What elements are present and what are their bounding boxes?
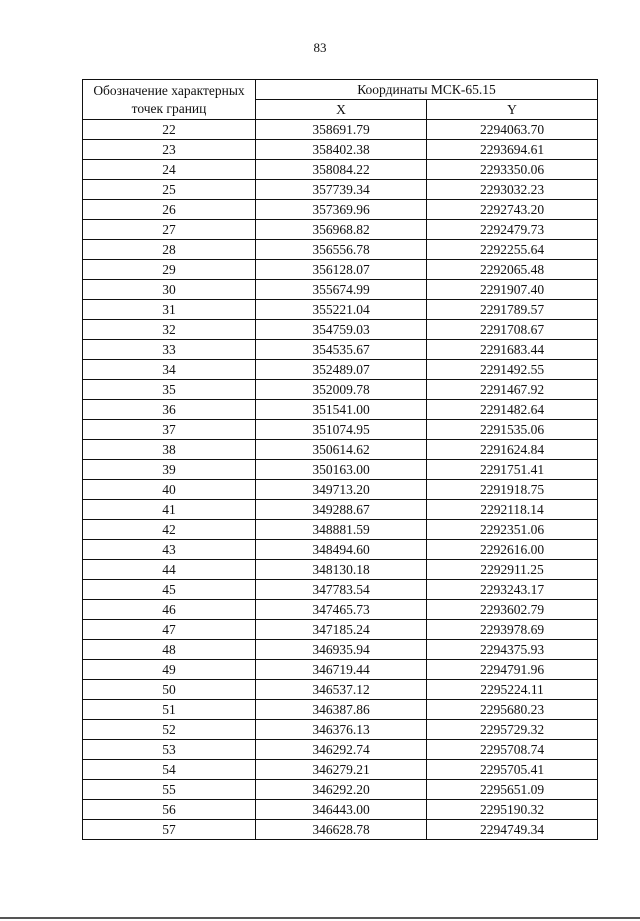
table-row <box>83 620 598 640</box>
table-row <box>83 760 598 780</box>
table-row <box>83 580 598 600</box>
table-row <box>83 340 598 360</box>
y-coordinate-cell: 2291918.75 <box>427 480 598 500</box>
y-coordinate-cell: 2293350.06 <box>427 160 598 180</box>
x-coordinate-cell: 355221.04 <box>256 300 427 320</box>
point-number-cell: 43 <box>83 540 256 560</box>
x-coordinate-cell: 354759.03 <box>256 320 427 340</box>
y-coordinate-cell: 2294375.93 <box>427 640 598 660</box>
point-number-cell: 56 <box>83 800 256 820</box>
y-coordinate-cell: 2294063.70 <box>427 120 598 140</box>
point-number-cell: 32 <box>83 320 256 340</box>
table-row <box>83 200 598 220</box>
y-coordinate-cell: 2291467.92 <box>427 380 598 400</box>
point-number-cell: 33 <box>83 340 256 360</box>
table-row <box>83 420 598 440</box>
table-row <box>83 280 598 300</box>
point-number-cell: 30 <box>83 280 256 300</box>
page-number: 83 <box>313 40 327 55</box>
x-coordinate-cell: 346628.78 <box>256 820 427 840</box>
y-coordinate-cell: 2291492.55 <box>427 360 598 380</box>
x-coordinate-cell: 355674.99 <box>256 280 427 300</box>
table-row <box>83 380 598 400</box>
y-coordinate-cell: 2292118.14 <box>427 500 598 520</box>
x-coordinate-cell: 346376.13 <box>256 720 427 740</box>
x-coordinate-cell: 356968.82 <box>256 220 427 240</box>
x-coordinate-cell: 354535.67 <box>256 340 427 360</box>
point-number-cell: 29 <box>83 260 256 280</box>
point-number-cell: 55 <box>83 780 256 800</box>
coordinates-table <box>82 79 598 840</box>
y-column-header: Y <box>427 100 598 120</box>
x-coordinate-cell: 346537.12 <box>256 680 427 700</box>
point-number-cell: 27 <box>83 220 256 240</box>
table-row <box>83 360 598 380</box>
x-coordinate-cell: 349288.67 <box>256 500 427 520</box>
y-coordinate-cell: 2292255.64 <box>427 240 598 260</box>
point-number-cell: 48 <box>83 640 256 660</box>
y-coordinate-cell: 2291624.84 <box>427 440 598 460</box>
point-number-cell: 54 <box>83 760 256 780</box>
x-coordinate-cell: 346387.86 <box>256 700 427 720</box>
table-row <box>83 540 598 560</box>
x-coordinate-cell: 348881.59 <box>256 520 427 540</box>
x-coordinate-cell: 346292.20 <box>256 780 427 800</box>
table-row <box>83 160 598 180</box>
point-number-cell: 45 <box>83 580 256 600</box>
point-number-cell: 22 <box>83 120 256 140</box>
y-coordinate-cell: 2291907.40 <box>427 280 598 300</box>
x-coordinate-cell: 351541.00 <box>256 400 427 420</box>
point-number-cell: 42 <box>83 520 256 540</box>
y-coordinate-cell: 2291535.06 <box>427 420 598 440</box>
y-coordinate-cell: 2295680.23 <box>427 700 598 720</box>
x-coordinate-cell: 350614.62 <box>256 440 427 460</box>
point-number-cell: 40 <box>83 480 256 500</box>
y-coordinate-cell: 2292743.20 <box>427 200 598 220</box>
point-number-cell: 31 <box>83 300 256 320</box>
table-row <box>83 320 598 340</box>
x-coordinate-cell: 347185.24 <box>256 620 427 640</box>
table-row <box>83 660 598 680</box>
point-number-cell: 35 <box>83 380 256 400</box>
x-coordinate-cell: 352009.78 <box>256 380 427 400</box>
y-coordinate-cell: 2295651.09 <box>427 780 598 800</box>
x-coordinate-cell: 348494.60 <box>256 540 427 560</box>
x-coordinate-cell: 350163.00 <box>256 460 427 480</box>
point-number-cell: 36 <box>83 400 256 420</box>
table-row <box>83 780 598 800</box>
y-coordinate-cell: 2293602.79 <box>427 600 598 620</box>
y-coordinate-cell: 2295224.11 <box>427 680 598 700</box>
x-coordinate-cell: 346719.44 <box>256 660 427 680</box>
x-coordinate-cell: 346935.94 <box>256 640 427 660</box>
x-coordinate-cell: 347465.73 <box>256 600 427 620</box>
y-coordinate-cell: 2292616.00 <box>427 540 598 560</box>
x-coordinate-cell: 352489.07 <box>256 360 427 380</box>
table-row <box>83 240 598 260</box>
table-row <box>83 400 598 420</box>
table-row <box>83 300 598 320</box>
table-row <box>83 720 598 740</box>
y-coordinate-cell: 2293978.69 <box>427 620 598 640</box>
point-number-cell: 26 <box>83 200 256 220</box>
y-coordinate-cell: 2291789.57 <box>427 300 598 320</box>
point-number-cell: 37 <box>83 420 256 440</box>
table-row <box>83 460 598 480</box>
point-designation-header: Обозначение характерных точек границ <box>83 80 256 120</box>
table-row <box>83 740 598 760</box>
point-number-cell: 49 <box>83 660 256 680</box>
point-number-cell: 51 <box>83 700 256 720</box>
y-coordinate-cell: 2291708.67 <box>427 320 598 340</box>
point-number-cell: 23 <box>83 140 256 160</box>
table-row <box>83 120 598 140</box>
y-coordinate-cell: 2295190.32 <box>427 800 598 820</box>
point-number-cell: 52 <box>83 720 256 740</box>
y-coordinate-cell: 2295708.74 <box>427 740 598 760</box>
x-coordinate-cell: 358084.22 <box>256 160 427 180</box>
point-number-cell: 28 <box>83 240 256 260</box>
table-row <box>83 500 598 520</box>
table-row <box>83 680 598 700</box>
table-row <box>83 140 598 160</box>
point-number-cell: 57 <box>83 820 256 840</box>
point-number-cell: 38 <box>83 440 256 460</box>
x-coordinate-cell: 357739.34 <box>256 180 427 200</box>
point-number-cell: 53 <box>83 740 256 760</box>
table-row <box>83 180 598 200</box>
x-column-header: X <box>256 100 427 120</box>
table-body <box>83 120 598 840</box>
point-number-cell: 24 <box>83 160 256 180</box>
y-coordinate-cell: 2292065.48 <box>427 260 598 280</box>
x-coordinate-cell: 346279.21 <box>256 760 427 780</box>
table-row <box>83 600 598 620</box>
table-row <box>83 640 598 660</box>
point-number-cell: 34 <box>83 360 256 380</box>
x-coordinate-cell: 348130.18 <box>256 560 427 580</box>
x-coordinate-cell: 347783.54 <box>256 580 427 600</box>
table-row <box>83 440 598 460</box>
y-coordinate-cell: 2291751.41 <box>427 460 598 480</box>
y-coordinate-cell: 2293032.23 <box>427 180 598 200</box>
table-row <box>83 820 598 840</box>
table-row <box>83 560 598 580</box>
x-coordinate-cell: 346443.00 <box>256 800 427 820</box>
point-number-cell: 47 <box>83 620 256 640</box>
y-coordinate-cell: 2292911.25 <box>427 560 598 580</box>
y-coordinate-cell: 2293243.17 <box>427 580 598 600</box>
y-coordinate-cell: 2294749.34 <box>427 820 598 840</box>
point-number-cell: 46 <box>83 600 256 620</box>
x-coordinate-cell: 356128.07 <box>256 260 427 280</box>
x-coordinate-cell: 358691.79 <box>256 120 427 140</box>
y-coordinate-cell: 2293694.61 <box>427 140 598 160</box>
table-row <box>83 260 598 280</box>
point-number-cell: 39 <box>83 460 256 480</box>
x-coordinate-cell: 349713.20 <box>256 480 427 500</box>
page-bottom-edge <box>0 917 640 919</box>
x-coordinate-cell: 356556.78 <box>256 240 427 260</box>
y-coordinate-cell: 2294791.96 <box>427 660 598 680</box>
y-coordinate-cell: 2295705.41 <box>427 760 598 780</box>
x-coordinate-cell: 357369.96 <box>256 200 427 220</box>
point-number-cell: 44 <box>83 560 256 580</box>
x-coordinate-cell: 351074.95 <box>256 420 427 440</box>
table-row <box>83 700 598 720</box>
point-number-cell: 41 <box>83 500 256 520</box>
x-coordinate-cell: 346292.74 <box>256 740 427 760</box>
y-coordinate-cell: 2291683.44 <box>427 340 598 360</box>
table-row <box>83 520 598 540</box>
table-row <box>83 480 598 500</box>
y-coordinate-cell: 2292351.06 <box>427 520 598 540</box>
point-number-cell: 25 <box>83 180 256 200</box>
coordinates-system-header: Координаты МСК-65.15 <box>256 80 598 100</box>
y-coordinate-cell: 2291482.64 <box>427 400 598 420</box>
y-coordinate-cell: 2295729.32 <box>427 720 598 740</box>
table-row <box>83 800 598 820</box>
point-number-cell: 50 <box>83 680 256 700</box>
table-row <box>83 220 598 240</box>
x-coordinate-cell: 358402.38 <box>256 140 427 160</box>
y-coordinate-cell: 2292479.73 <box>427 220 598 240</box>
